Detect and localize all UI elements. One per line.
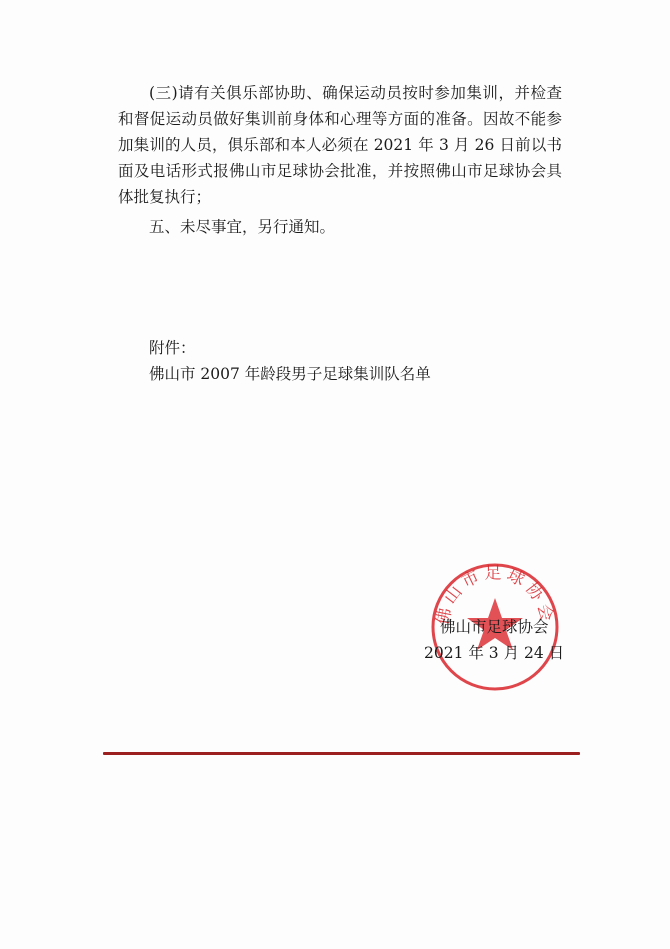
seal-text: 佛山市足球协会 (433, 563, 557, 627)
attachment-label: 附件： (149, 339, 196, 357)
attachment-item: 佛山市 2007 年龄段男子足球集训队名单 (149, 365, 431, 383)
signature-date: 2021 年 3 月 24 日 (424, 644, 565, 662)
paragraph-further-notice: 五、未尽事宜，另行通知。 (149, 218, 336, 236)
footer-rule (103, 752, 580, 755)
signature-organization: 佛山市足球协会 (440, 618, 549, 636)
paragraph-club-cooperation: (三)请有关俱乐部协助、确保运动员按时参加集训，并检查和督促运动员做好集训前身体和心理等方面的准备。因故不能参加集训的人员，俱乐部和本人必须在 2021 年 3 月 26 日前以书面及电话形式报佛山市足球协会批准，并按照佛山市足球协会具体批复执行； (118, 84, 562, 206)
